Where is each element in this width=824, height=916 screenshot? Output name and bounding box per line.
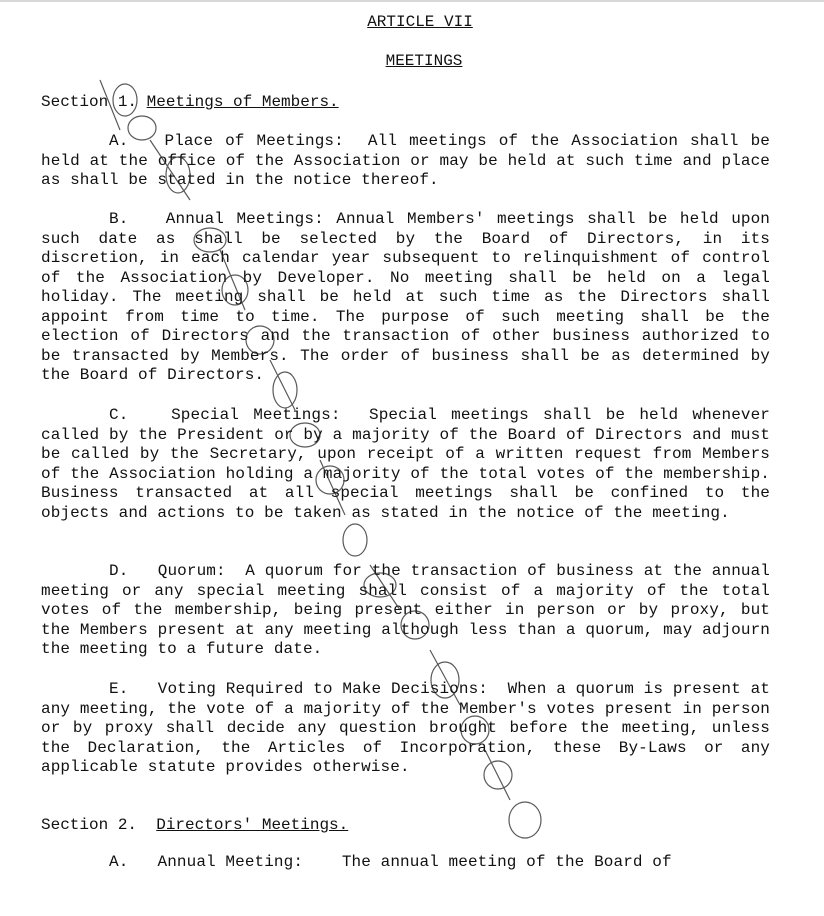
paragraph-e-voting — [41, 680, 770, 778]
paragraph-c-heading: C. Special Meetings: — [109, 406, 341, 424]
section-2-prefix: Section 2. — [41, 816, 157, 834]
paragraph-d-quorum — [41, 562, 770, 660]
paragraph-a-place-of-meetings — [41, 132, 770, 191]
paragraph-b-heading: B. Annual Meetings: — [109, 210, 324, 228]
paragraph-d-heading: D. Quorum: — [109, 562, 226, 580]
paragraph-a-text: All meetings of the Association shall be held at the office of the Association or may be held at such time and place as shall be stated in the notice thereof. — [41, 132, 771, 189]
section-2-paragraph-a-heading: A. Annual Meeting: — [109, 853, 304, 871]
section-1-title: Meetings of Members. — [146, 93, 339, 111]
article-title: ARTICLE VII — [367, 13, 473, 31]
section-1-prefix: Section 1. — [41, 93, 147, 111]
paragraph-c-text: Special meetings shall be held whenever called by the President or by a majority of the Board of Directors and must be called by the Secretary, upon receipt of a written request from Members of the Association holding a majority of the total votes of the membership. Business transacted at all special meetings shall be confined to the objects and actions to be taken as stated in the notice of the meeting. — [41, 406, 771, 522]
paragraph-c-special-meetings — [41, 406, 770, 523]
paragraph-b-annual-meetings — [41, 210, 770, 386]
page-top-border — [0, 0, 824, 2]
section-2-heading — [41, 816, 348, 835]
paragraph-d-text: A quorum for the transaction of business at the annual meeting or any special meeting shall consist of a majority of the total votes of the membership, being present either in person or by proxy, but the Members present at any meeting although less than a quorum, may adjourn the meeting to a future date. — [41, 562, 771, 658]
section-2-title: Directors' Meetings. — [156, 816, 349, 834]
paragraph-b-text: Annual Members' meetings shall be held upon such date as shall be selected by the Board of Directors, in its discretion, in each calendar year subsequent to relinquishment of control of the Association by Developer. No meeting shall be held on a legal holiday. The meeting shall be held at such time as the Directors shall appoint from time to time. The purpose of such meeting shall be the election of Directors and the transaction of other business authorized to be transacted by Members. The order of business shall be as determined by the Board of Directors. — [41, 210, 771, 384]
paragraph-e-text: When a quorum is present at any meeting, the vote of a majority of the Member's votes present in person or by proxy shall decide any question brought before the meeting, unless the Declaration, the Articles of Incorporation, these By-Laws or any applicable statute provides otherwise. — [41, 680, 770, 776]
article-subtitle: MEETINGS — [385, 52, 463, 70]
section-2-paragraph-a — [41, 853, 770, 873]
paragraph-e-heading: E. Voting Required to Make Decisions: — [109, 680, 488, 698]
section-1-heading — [41, 93, 339, 112]
paragraph-a-heading: A. Place of Meetings: — [109, 132, 344, 150]
section-2-paragraph-a-text: The annual meeting of the Board of — [341, 853, 672, 871]
